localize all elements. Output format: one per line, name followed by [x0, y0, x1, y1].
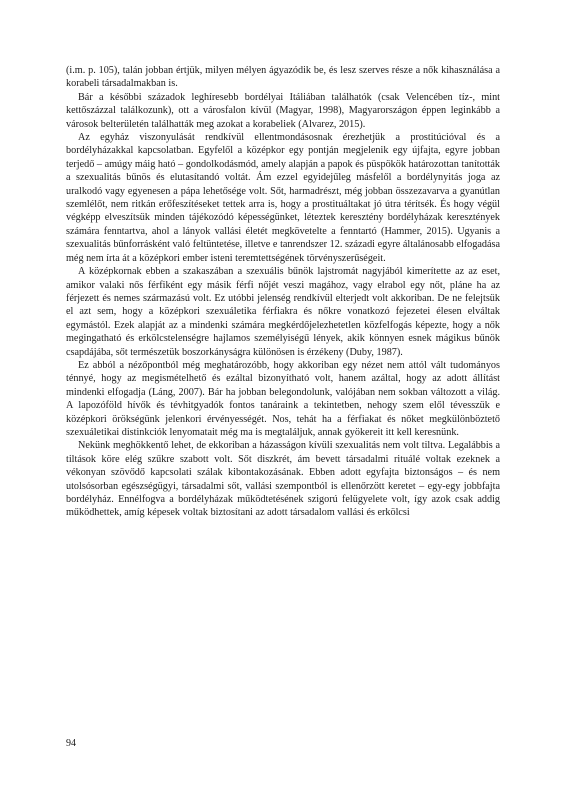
paragraph-3: Az egyház viszonyulását rendkívül ellentmondásosnak érezhetjük a prostitúcióval és a bordélyházakkal kapcsolatban. Egyfelől a középkor egy pontján megjelenik egy újfajta, egyre jobban terjedő – amúgy máig ható – gondolkodásmód, amely alapján a papok és püspökök határozottan tanították a szexualitás bűnös és elutasítandó voltát. Ám ezzel egyidejűleg másfelől a bordélynyitás joga az uralkodó vagy egyenesen a pápa lehetősége volt. Sőt, harmadrészt, még jobban összezavarva a gyanútlan szemlélőt, nem ritkán erőfeszítéseket tettek arra is, hogy a prostituáltakat jó útra térítsék. És hogy végül végképp elveszítsük minden tájékozódó képességünket, léteztek keresztény bordélyházak keresztények számára fenntartva, ahol a lányok vallási életét megkövetelte a fenntartó (Hammer, 2015). Ugyanis a szexualitás bűnforrásként való feltüntetése, illetve e tanrendszer 12. századi egyre általánosabb elfogadása még nem írta át a középkori ember isteni teremtettségének törvényszerűségeit.: [66, 132, 500, 264]
body-text: [66, 64, 500, 520]
page-number: 94: [66, 738, 76, 749]
paragraph-4: A középkornak ebben a szakaszában a szexuális bűnök lajstromát nagyjából kimerítette az az eset, amikor valaki nős férfiként egy másik férfi nőjét veszi magához, vagy elrabol egy nőt, pláne ha az férjezett és nemes származású volt. Ez utóbbi jelenség rendkívül elterjedt volt akkoriban. De ne felejtsük el azt sem, hogy a középkori szexuáletika férfiakra és nőkre vonatkozó fejezetei élesen elváltak egymástól. Ezek alapját az a mindenki számára megkérdőjelezhetetlen közfelfogás képezte, hogy a nők megingatható és erkölcstelenségre hajlamos személyiségű lények, akik könnyen esnek mágikus bűnök csapdájába, sőt természetük boszorkányságra különösen is érzékeny (Duby, 1987).: [66, 266, 500, 358]
paragraph-1: (i.m. p. 105), talán jobban értjük, milyen mélyen ágyazódik be, és lesz szerves része a nők kihasználása a korabeli társadalmakban is.: [66, 65, 500, 90]
paragraph-5: Ez abból a nézőpontból még meghatározóbb, hogy akkoriban egy nézet nem attól vált tudományos ténnyé, hogy az megismételhető és ezáltal bizonyítható volt, hanem azáltal, hogy az adott állítást mindenki elfogadja (Láng, 2007). Bár ha jobban belegondolunk, valójában nem sokban változott a világ. A lapozóföld hívők és tévhitgyadók fontos tanáraink a tekintetben, nehogy szem elől tévesszük e középkori örökségünk jelenkori érvényességét. Nos, tehát ha a férfiakat és nőket megkülönböztető szexuáletikai distinkciók lenyomatait még ma is megtaláljuk, annak gyökereit itt kell keresnünk.: [66, 359, 500, 438]
paragraph-2: Bár a későbbi századok leghíresebb bordélyai Itáliában találhatók (csak Velencében tíz-, mint kettőszázzal találkozunk), ott a városfalon kívül (Magyar, 1998), Magyarországon éppen leginkább a városok belterületén találhatták meg azokat a korabeliek (Alvarez, 2015).: [66, 91, 500, 130]
paragraph-6: Nekünk meghökkentő lehet, de ekkoriban a házasságon kívüli szexualitás nem volt tiltva. Legalábbis a tiltások köre elég szűkre szabott volt. Sőt diszkrét, ám bevett társadalmi rituálé voltak ezeknek a vékonyan szövődő kapcsolati szálak kibontakozásának. Ebben adott egyfajta biztonságos – és nem utolsósorban egészségügyi, társadalmi sőt, vallási szempontból is ellenőrzött keretet – egy-egy jobbfajta bordélyház. Ennélfogva a bordélyházak működtetésének szigorú felügyelete volt, így azok csak addig működhettek, amíg képesek voltak biztosítani az adott társadalom vallási és erkölcsi: [66, 440, 500, 519]
